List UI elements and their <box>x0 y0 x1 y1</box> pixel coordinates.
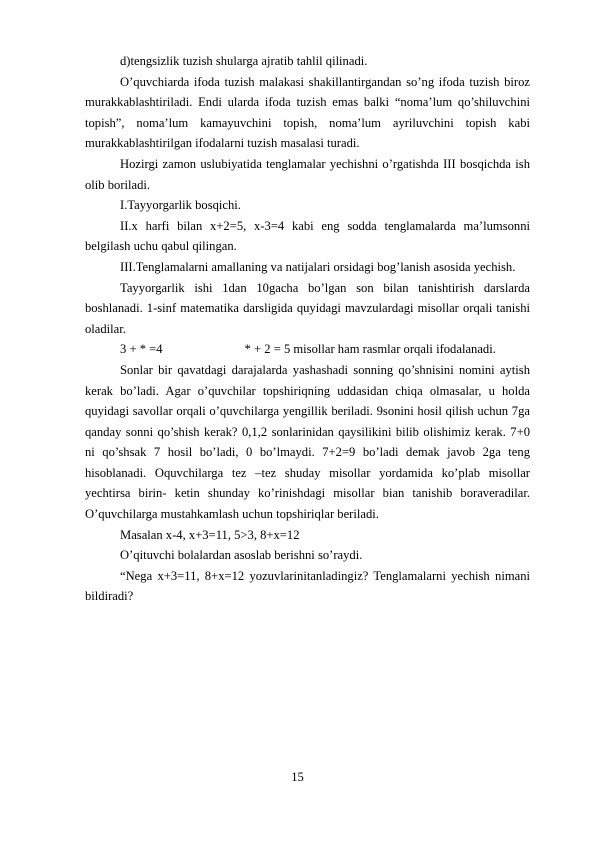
paragraph-6: III.Tenglamalarni amallaning va natijalari orsidagi bog’lanish asosida yechish. <box>120 259 516 274</box>
document-page <box>85 51 530 607</box>
paragraph-4: I.Tayyorgarlik bosqichi. <box>120 198 241 213</box>
formula-left: 3 + * =4 <box>120 342 163 357</box>
paragraph-5: II.x harfi bilan x+2=5, x-3=4 kabi eng sodda tenglamalarda ma’lumsonni belgilash uchu qabul qilingan. <box>85 218 530 254</box>
paragraph-8: Sonlar bir qavatdagi darajalarda yashashadi sonning qo’shnisini nomini aytish kerak bo’ladi. Agar o’quvchilar topshiriqning uddasidan chiqa olmasalar, u holda quyidagi savollar orqali o’quvchilarga yengillik beriladi. 9sonini hosil qilish uchun 7ga qanday sonni qo’shish kerak? 0,1,2 sonlarinidan qaysilikini bilib olishimiz kerak. 7+0 ni qo’shsak 7 hosil bo’ladi, 0 bo’lmaydi. 7+2=9 bo’ladi demak javob 2ga teng hisoblanadi. Oquvchilarga tez –tez shuday misollar yordamida ko’plab misollar yechtirsa birin- ketin shunday ko’rinishdagi misollar bian tanishib boraveradilar. O’quvchilarga mustahkamlash uchun topshiriqlar beriladi. <box>85 362 530 522</box>
paragraph-10: O’qituvchi bolalardan asoslab berishni so’raydi. <box>120 548 363 563</box>
paragraph-2: O’quvchiarda ifoda tuzish malakasi shakillantirgandan so’ng ifoda tuzish biroz murakkablashtiriladi. Endi ularda ifoda tuzish emas balki “noma’lum qo’shiluvchini topish”, noma’lum kamayuvchini topish, noma’lum ayriluvchini topish kabi murakkablashtirilgan ifodalarni tuzish masalasi turadi. <box>85 74 530 151</box>
paragraph-11: “Nega x+3=11, 8+x=12 yozuvlarinitanladingiz? Tenglamalarni yechish nimani bildiradi? <box>85 568 530 604</box>
paragraph-9: Masalan x-4, x+3=11, 5>3, 8+x=12 <box>120 527 300 542</box>
page-number: 15 <box>291 770 304 784</box>
formula-line <box>85 339 530 360</box>
paragraph-1: d)tengsizlik tuzish shularga ajratib tahlil qilinadi. <box>120 54 368 68</box>
paragraph-3: Hozirgi zamon uslubiyatida tenglamalar yechishni o’rgatishda III bosqichda ish olib boriladi. <box>85 156 530 192</box>
formula-right: * + 2 = 5 misollar ham rasmlar orqali ifodalanadi. <box>244 342 496 357</box>
paragraph-7: Tayyorgarlik ishi 1dan 10gacha bo’lgan son bilan tanishtirish darslarda boshlanadi. 1-sinf matematika darsligida quyidagi mavzulardagi misollar orqali tanishi oladilar. <box>85 280 530 336</box>
